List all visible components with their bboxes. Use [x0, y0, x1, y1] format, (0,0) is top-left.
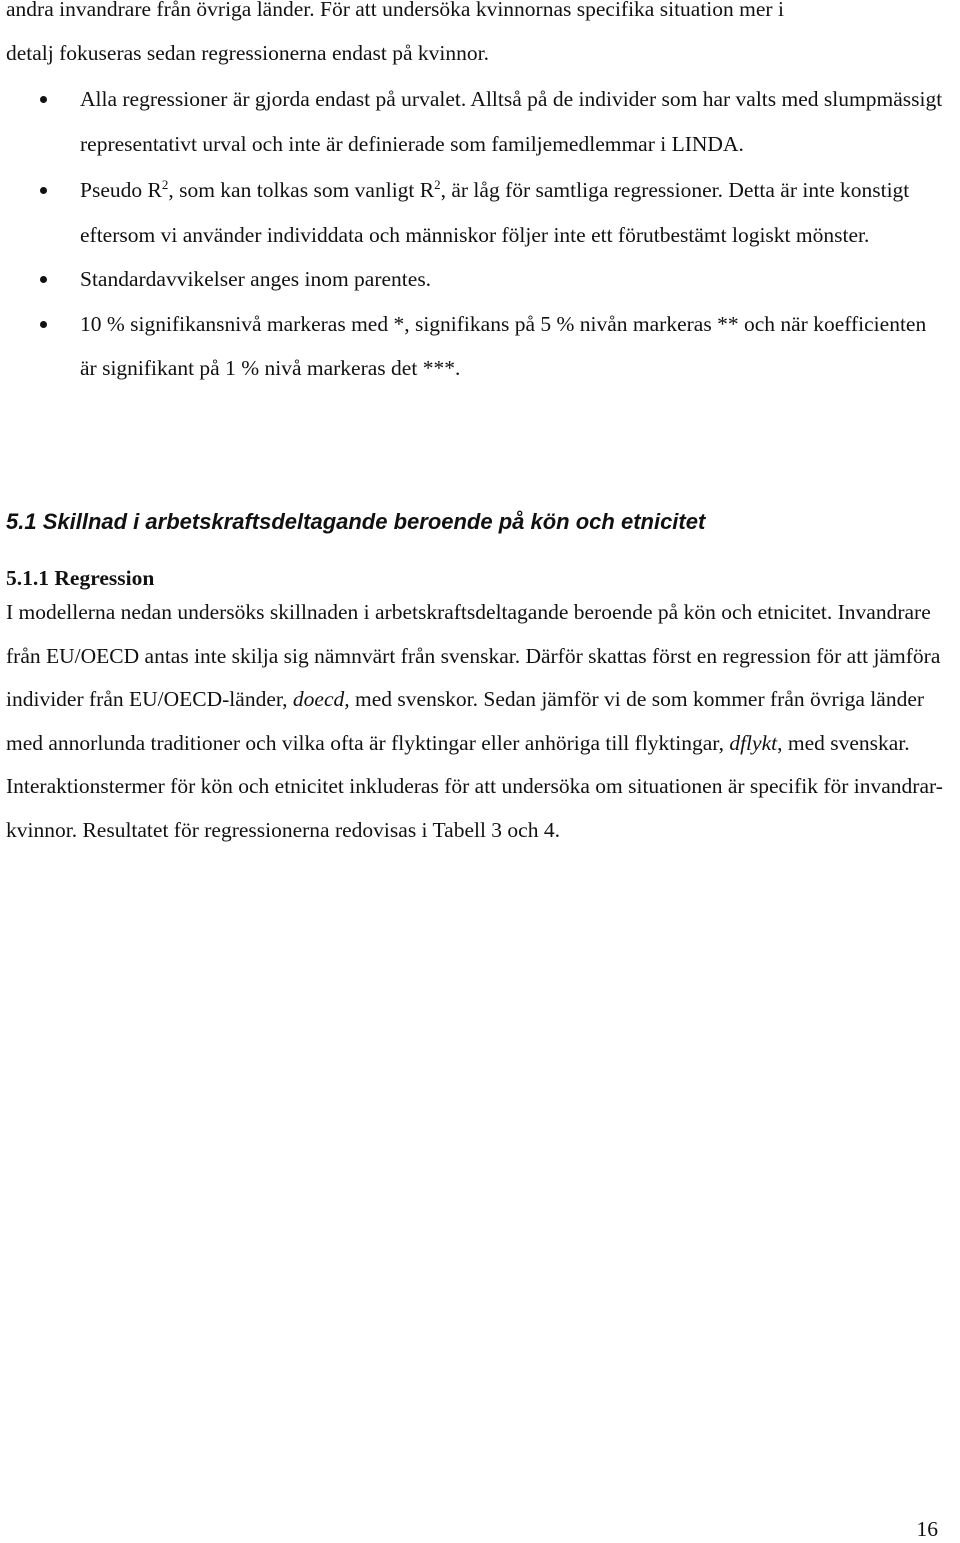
list-item-text: 10 % signifikansnivå markeras med *, signifikans på 5 % nivån markeras ** och när koefficienten är signifikant på 1 % nivå markeras det ***. — [80, 311, 927, 380]
body-text-1: I modellerna nedan undersöks skillnaden i arbetskraftsdeltagande beroende på kön och etnicitet. Invandrare från EU/OECD antas inte skilja sig nämnvärt från svenskar. Därför skattas först en regression för att jämföra individer från EU/OECD-länder, — [6, 600, 941, 711]
subsection-heading: 5.1.1 Regression — [6, 566, 155, 590]
list-item-text: Standardavvikelser anges inom parentes. — [80, 267, 432, 291]
body-paragraph — [6, 591, 954, 852]
intro-line-2: detalj fokuseras sedan regressionerna endast på kvinnor. — [6, 40, 489, 65]
intro-paragraph — [6, 0, 954, 75]
superscript: 2 — [161, 176, 169, 192]
bullet-icon — [40, 276, 47, 283]
bullet-icon — [40, 96, 47, 103]
list-item-text: Alla regressioner är gjorda endast på urvalet. Alltså på de individer som har valts med slumpmässigt representativt urval och inte är definierade som familjemedlemmar i LINDA. — [80, 87, 943, 156]
list-item — [0, 257, 948, 302]
list-item — [0, 168, 948, 257]
list-item-text-pre: Pseudo R — [80, 178, 162, 202]
page-number: 16 — [916, 1517, 938, 1541]
bullet-icon — [40, 187, 47, 194]
notes-list — [0, 77, 960, 391]
body-text-3: , med svenskar. Interaktionstermer för kön och etnicitet inkluderas för att undersöka om situationen är specifik för invandrar-kvinnor. Resultatet för regressionerna redovisas i Tabell 3 och 4. — [6, 730, 943, 842]
intro-line-1: andra invandrare från övriga länder. För att undersöka kvinnornas specifika situation mer i — [6, 0, 784, 21]
list-item — [0, 77, 948, 166]
bullet-icon — [40, 321, 47, 328]
list-item-text-mid: , som kan tolkas som vanligt R — [168, 178, 435, 202]
list-item-text-post: , är låg för samtliga regressioner. Detta är inte konstigt eftersom vi använder individdata och människor följer inte ett förutbestämt logiskt mönster. — [80, 178, 910, 247]
variable-term: doecd, — [292, 687, 350, 711]
variable-term: dflykt — [729, 730, 778, 755]
section-heading: 5.1 Skillnad i arbetskraftsdeltagande beroende på kön och etnicitet — [6, 509, 706, 534]
superscript: 2 — [434, 176, 441, 192]
body-text-2: med svenskor. Sedan jämför vi de som kommer från övriga länder med annorlunda traditioner och vilka ofta är flyktingar eller anhöriga till flyktingar, — [6, 687, 925, 755]
list-item — [0, 302, 948, 391]
